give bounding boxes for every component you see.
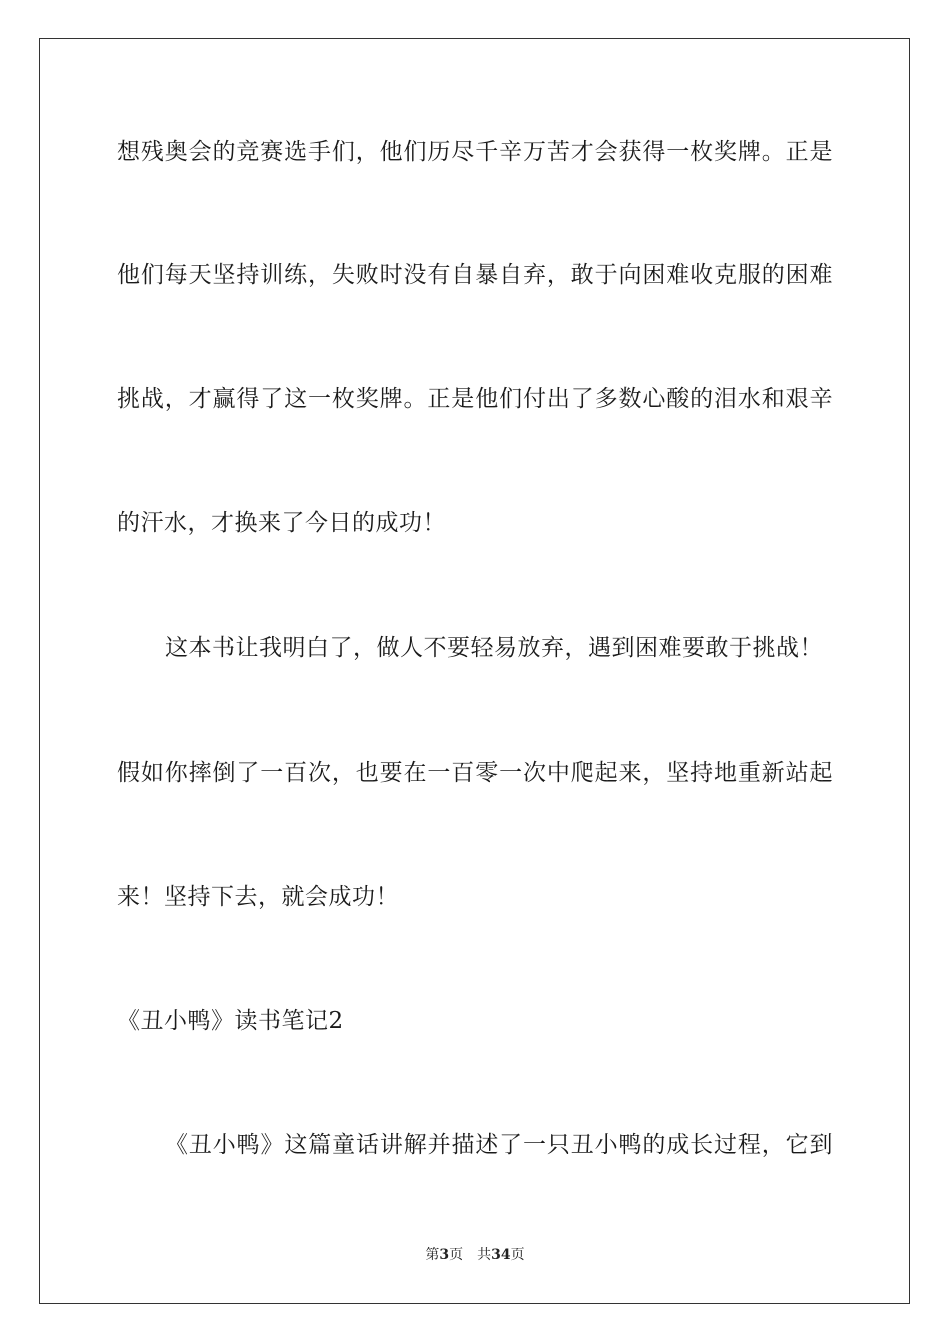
paragraph-line: 来！坚持下去，就会成功！ xyxy=(117,884,399,910)
paragraph-line: 假如你摔倒了一百次，也要在一百零一次中爬起来，坚持地重新站起 xyxy=(117,760,833,786)
page-suffix: 页 xyxy=(449,1247,464,1263)
paragraph-line: 这本书让我明白了，做人不要轻易放弃，遇到困难要敢于挑战！ xyxy=(165,635,823,661)
total-pages-number: 34 xyxy=(491,1247,511,1263)
page-prefix: 第 xyxy=(425,1247,440,1263)
paragraph-line: 《丑小鸭》这篇童话讲解并描述了一只丑小鸭的成长过程，它到 xyxy=(165,1132,833,1158)
paragraph-line: 想残奥会的竞赛选手们，他们历尽千辛万苦才会获得一枚奖牌。正是 xyxy=(117,139,833,165)
total-suffix: 页 xyxy=(510,1247,525,1263)
section-title: 《丑小鸭》读书笔记2 xyxy=(117,1008,344,1034)
page-border xyxy=(39,38,910,1304)
page-footer xyxy=(0,1246,950,1264)
paragraph-line: 的汗水，才换来了今日的成功！ xyxy=(117,510,446,536)
current-page-number: 3 xyxy=(439,1247,450,1263)
total-prefix: 共 xyxy=(477,1247,492,1263)
paragraph-line: 挑战，才赢得了这一枚奖牌。正是他们付出了多数心酸的泪水和艰辛 xyxy=(117,386,833,412)
paragraph-line: 他们每天坚持训练，失败时没有自暴自弃，敢于向困难收克服的困难 xyxy=(117,262,833,288)
